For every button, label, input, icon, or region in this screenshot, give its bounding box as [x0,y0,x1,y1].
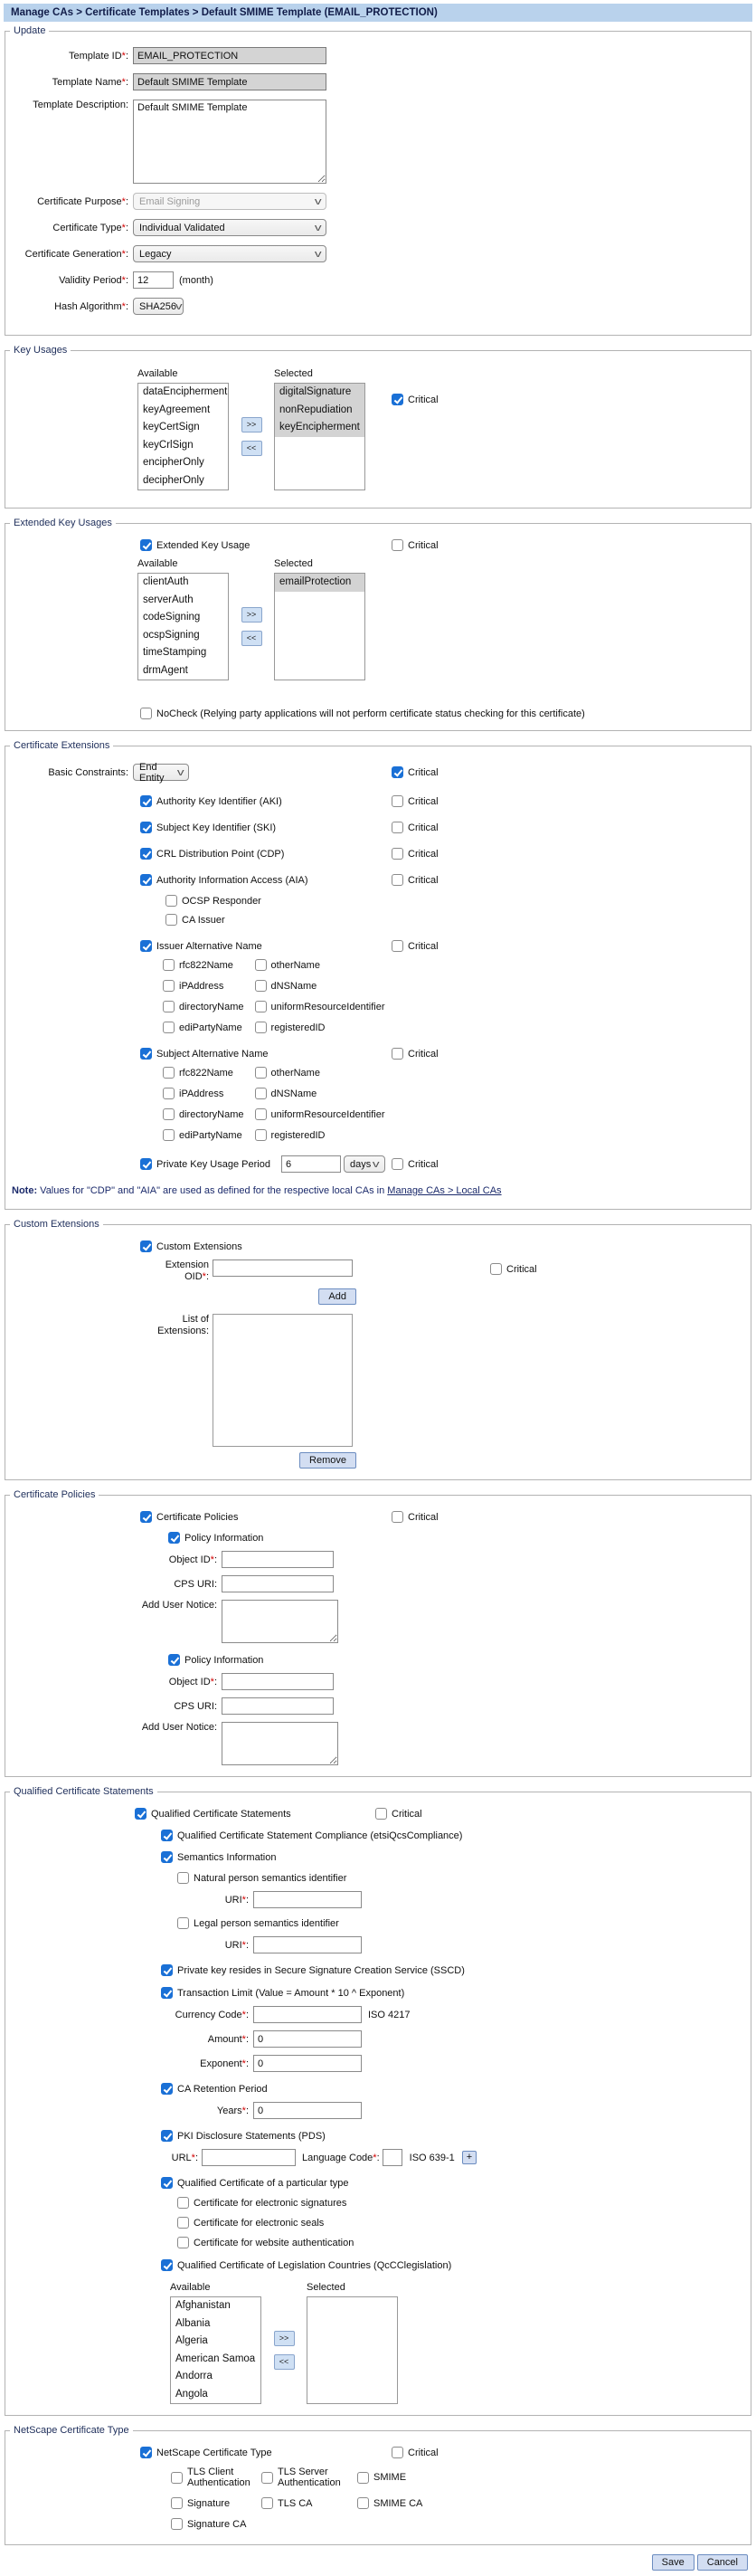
netscape-option-checkbox[interactable] [357,2472,369,2484]
cancel-button[interactable]: Cancel [697,2554,748,2571]
alt-name-checkbox[interactable] [255,1129,267,1141]
critical-label: Critical [408,394,439,405]
netscape-checkbox[interactable] [140,2447,152,2458]
alt-name-checkbox[interactable] [163,959,175,971]
netscape-options [171,2467,751,2530]
critical-label: Critical [506,1263,537,1275]
list-option[interactable]: timeStamping [143,647,207,658]
list-option[interactable]: Andorra [175,2371,213,2381]
alt-name-label: iPAddress [179,980,224,992]
alt-name-checkbox[interactable] [255,1088,267,1099]
certificate-policies-section [5,1489,751,1777]
cps-uri-label: CPS URI: [174,1578,217,1590]
legislation-countries-label: Qualified Certificate of Legislation Countries (QcCClegislation) [177,2259,452,2271]
extended-key-usages-available-list[interactable] [137,573,229,680]
netscape-option-checkbox[interactable] [171,2497,183,2509]
add-user-notice-textarea[interactable] [222,1722,338,1765]
custom-extensions-critical-checkbox[interactable] [490,1263,502,1275]
list-of-extensions-label: List of Extensions: [157,1314,209,1336]
ski-label: Subject Key Identifier (SKI) [156,822,277,833]
aki-label: Authority Key Identifier (AKI) [156,795,282,807]
years-label: Years*: [216,2105,249,2116]
ca-retention-period-checkbox[interactable] [161,2083,173,2095]
move-left-button[interactable]: << [241,631,262,646]
critical-label: Critical [408,848,439,860]
move-right-button[interactable]: >> [274,2331,295,2346]
particular-type-option-checkbox[interactable] [177,2237,189,2248]
netscape-option-label: TLS Client Authentication [187,2467,250,2488]
particular-type-option-label: Certificate for electronic seals [194,2217,325,2229]
aia-checkbox[interactable] [140,874,152,886]
alt-name-label: iPAddress [179,1088,224,1099]
alt-name-label: uniformResourceIdentifier [270,1108,385,1120]
natural-person-checkbox[interactable] [177,1872,189,1884]
update-legend: Update [14,25,46,36]
critical-label: Critical [392,1808,422,1820]
legal-person-label: Legal person semantics identifier [194,1917,339,1929]
pds-checkbox[interactable] [161,2130,173,2142]
alt-name-label: ediPartyName [179,1129,242,1141]
alt-name-checkbox[interactable] [255,1067,267,1079]
pds-url-label: URL*: [171,2152,198,2163]
list-option[interactable]: codeSigning [143,612,201,623]
critical-label: Critical [408,940,439,952]
iso-4217-label: ISO 4217 [368,2009,411,2020]
particular-type-option-checkbox[interactable] [177,2197,189,2209]
alt-name-label: registeredID [270,1129,326,1141]
hash-algorithm-label: Hash Algorithm*: [54,300,128,312]
alt-name-label: otherName [270,959,320,971]
list-option[interactable]: encipherOnly [143,457,204,468]
list-option[interactable]: keyCrlSign [143,439,194,451]
alt-name-checkbox[interactable] [163,1001,175,1012]
ocsp-responder-checkbox[interactable] [165,895,177,907]
list-option[interactable]: Afghanistan [175,2300,231,2311]
netscape-option-label: Signature CA [187,2518,247,2530]
particular-type-checkbox[interactable] [161,2177,173,2189]
critical-label: Critical [408,2447,439,2458]
template-id-label: Template ID*: [68,50,128,62]
alt-name-label: dNSName [270,980,317,992]
list-option[interactable]: serverAuth [143,594,194,605]
chevron-down-icon: v [175,300,183,312]
subject-alt-name-label: Subject Alternative Name [156,1048,269,1060]
extensions-listbox[interactable] [213,1314,353,1447]
list-option[interactable]: ocspSigning [143,629,200,641]
issuer-alt-name-label: Issuer Alternative Name [156,940,262,952]
particular-type-option-checkbox[interactable] [177,2217,189,2229]
netscape-option-label: TLS CA [278,2497,313,2509]
available-header: Available [137,558,178,569]
template-name-input[interactable] [133,73,326,90]
certificate-policies-critical-checkbox[interactable] [392,1511,403,1523]
nocheck-checkbox[interactable] [140,708,152,719]
validity-period-label: Validity Period*: [59,274,128,286]
ocsp-responder-label: OCSP Responder [182,895,261,907]
netscape-label: NetScape Certificate Type [156,2447,272,2458]
netscape-option-checkbox[interactable] [171,2518,183,2530]
list-option[interactable]: decipherOnly [143,474,204,486]
nocheck-label: NoCheck (Relying party applications will not perform certificate status checking for this certificate) [156,708,585,719]
certificate-purpose-select[interactable]: Email Signing v [133,193,326,210]
legal-person-checkbox[interactable] [177,1917,189,1929]
uri-label: URI*: [224,1939,249,1951]
breadcrumb: Manage CAs > Certificate Templates > Default SMIME Template (EMAIL_PROTECTION) [4,4,752,22]
custom-extensions-checkbox[interactable] [140,1240,152,1252]
alt-name-checkbox[interactable] [163,1129,175,1141]
policy-information-label: Policy Information [184,1654,264,1666]
template-description-textarea[interactable] [133,100,326,184]
ca-issuer-checkbox[interactable] [165,914,177,926]
critical-label: Critical [408,1048,439,1060]
private-key-usage-period-label: Private Key Usage Period [156,1158,270,1170]
template-description-label: Template Description: [33,100,128,110]
extended-key-usage-checkbox[interactable] [140,539,152,551]
available-header: Available [137,368,178,379]
certificate-extensions-legend: Certificate Extensions [14,740,110,751]
alt-name-checkbox[interactable] [255,1022,267,1033]
alt-name-checkbox[interactable] [163,1088,175,1099]
transaction-limit-checkbox[interactable] [161,1987,173,1999]
sscd-checkbox[interactable] [161,1964,173,1976]
cps-uri-input[interactable] [222,1575,334,1592]
list-option[interactable]: keyCertSign [143,422,200,433]
netscape-option-label: TLS Server Authentication [278,2467,341,2488]
cdp-aia-note: Note: Values for "CDP" and "AIA" are used as defined for the respective local CAs in Manage CAs > Local CAs [12,1185,502,1196]
selected-header: Selected [274,368,313,379]
critical-label: Critical [408,766,439,778]
alt-name-checkbox[interactable] [163,1067,175,1079]
netscape-critical-checkbox[interactable] [392,2447,403,2458]
certificate-extensions-section [5,740,751,1210]
list-option[interactable]: Angola [175,2388,208,2400]
transaction-limit-label: Transaction Limit (Value = Amount * 10 ^ Exponent) [177,1987,405,1999]
netscape-option-label: SMIME CA [373,2497,423,2509]
chevron-down-icon: v [314,248,322,260]
critical-label: Critical [408,539,439,551]
certificate-generation-select[interactable]: Legacy v [133,245,326,262]
issuer-alt-name-checkbox[interactable] [140,940,152,952]
cps-uri-label: CPS URI: [174,1700,217,1712]
template-id-input[interactable] [133,47,326,64]
alt-name-label: rfc822Name [179,959,233,971]
netscape-option-checkbox[interactable] [357,2497,369,2509]
critical-label: Critical [408,1511,439,1523]
certificate-policies-label: Certificate Policies [156,1511,239,1523]
language-code-input[interactable] [383,2149,402,2166]
legislation-selected-list[interactable] [307,2296,398,2404]
natural-person-label: Natural person semantics identifier [194,1872,347,1884]
qualified-statements-section [5,1786,751,2416]
key-usages-section [5,345,751,509]
alt-name-checkbox[interactable] [163,1022,175,1033]
custom-extensions-label: Custom Extensions [156,1240,242,1252]
extended-key-usage-label: Extended Key Usage [156,539,250,551]
list-option[interactable]: emailProtection [275,574,364,592]
sscd-label: Private key resides in Secure Signature Creation Service (SSCD) [177,1964,465,1976]
aki-checkbox[interactable] [140,795,152,807]
cdp-checkbox[interactable] [140,848,152,860]
local-cas-link[interactable]: Manage CAs > Local CAs [387,1185,502,1196]
semantics-information-label: Semantics Information [177,1851,277,1863]
certificate-template-page [0,4,756,2571]
template-name-label: Template Name*: [52,76,128,88]
alt-name-checkbox[interactable] [163,980,175,992]
private-key-usage-period-unit-select[interactable]: days v [344,1155,385,1173]
particular-type-label: Qualified Certificate of a particular type [177,2177,349,2189]
list-option[interactable]: Algeria [175,2335,208,2346]
custom-extensions-section [5,1219,751,1480]
legislation-available-list[interactable] [170,2296,261,2404]
key-usages-legend: Key Usages [14,345,68,356]
list-option[interactable]: nonRepudiation [275,402,364,420]
alt-name-label: uniformResourceIdentifier [270,1001,385,1012]
chevron-down-icon: v [176,766,184,778]
currency-code-label: Currency Code*: [175,2009,249,2020]
extension-oid-label: Extension OID*: [165,1259,209,1282]
extended-key-usages-critical-checkbox[interactable] [392,539,403,551]
netscape-option-label: Signature [187,2497,231,2509]
list-option[interactable]: clientAuth [143,576,189,587]
alt-name-checkbox[interactable] [255,959,267,971]
subject-alt-name-critical-checkbox[interactable] [392,1048,403,1060]
exponent-input[interactable] [253,2055,362,2072]
certificate-purpose-label: Certificate Purpose*: [37,195,128,207]
particular-type-option-label: Certificate for website authentication [194,2237,354,2248]
particular-type-option-label: Certificate for electronic signatures [194,2197,347,2209]
object-id-input[interactable] [222,1673,334,1690]
alt-name-checkbox[interactable] [255,1108,267,1120]
add-user-notice-label: Add User Notice: [141,1600,217,1611]
key-usages-available-list[interactable] [137,383,229,490]
qualified-statements-label: Qualified Certificate Statements [151,1808,291,1820]
cps-uri-input[interactable] [222,1697,334,1715]
update-section [5,25,751,336]
save-button[interactable]: Save [652,2554,695,2571]
alt-name-label: registeredID [270,1022,326,1033]
netscape-section [5,2425,751,2545]
object-id-label: Object ID*: [168,1554,217,1565]
selected-header: Selected [307,2282,345,2293]
critical-label: Critical [408,874,439,886]
etsi-qcs-compliance-checkbox[interactable] [161,1830,173,1841]
custom-extensions-legend: Custom Extensions [14,1219,99,1230]
pds-url-input[interactable] [202,2149,296,2166]
move-right-button[interactable]: >> [241,607,262,623]
qualified-statements-checkbox[interactable] [135,1808,146,1820]
etsi-qcs-compliance-label: Qualified Certificate Statement Compliance (etsiQcsCompliance) [177,1830,463,1841]
policy-information-checkbox[interactable] [168,1532,180,1544]
alt-name-label: dNSName [270,1088,317,1099]
issuer-alt-name-options [163,959,751,1033]
list-option[interactable]: American Samoa [175,2353,256,2364]
aki-critical-checkbox[interactable] [392,795,403,807]
list-option[interactable]: keyEncipherment [275,419,364,437]
basic-constraints-label: Basic Constraints: [48,766,128,778]
particular-type-options [177,2197,751,2248]
critical-label: Critical [408,822,439,833]
pds-add-button[interactable]: + [462,2151,477,2164]
alt-name-label: ediPartyName [179,1022,242,1033]
ca-issuer-label: CA Issuer [182,914,225,926]
certificate-policies-legend: Certificate Policies [14,1489,96,1500]
add-user-notice-textarea[interactable] [222,1600,338,1643]
key-usages-critical-checkbox[interactable] [392,394,403,405]
iso-639-1-label: ISO 639-1 [409,2152,455,2163]
alt-name-label: otherName [270,1067,320,1079]
alt-name-checkbox[interactable] [255,1001,267,1012]
add-extension-button[interactable]: Add [318,1288,356,1305]
issuer-alt-name-critical-checkbox[interactable] [392,940,403,952]
alt-name-label: directoryName [179,1108,244,1120]
policy-information-checkbox[interactable] [168,1654,180,1666]
key-usages-selected-list[interactable] [274,383,365,490]
pds-label: PKI Disclosure Statements (PDS) [177,2130,326,2142]
move-left-button[interactable]: << [274,2354,295,2370]
list-option[interactable]: drmAgent [143,664,188,676]
object-id-label: Object ID*: [168,1676,217,1687]
remove-extension-button[interactable]: Remove [299,1452,356,1469]
critical-label: Critical [408,1158,439,1170]
ski-checkbox[interactable] [140,822,152,833]
subject-alt-name-options [163,1067,751,1141]
certificate-policies-checkbox[interactable] [140,1511,152,1523]
list-option[interactable]: keyAgreement [143,404,211,415]
netscape-option-label: SMIME [373,2472,407,2483]
subject-alt-name-checkbox[interactable] [140,1048,152,1060]
years-input[interactable] [253,2102,362,2119]
object-id-input[interactable] [222,1551,334,1568]
semantics-information-checkbox[interactable] [161,1851,173,1863]
aia-critical-checkbox[interactable] [392,874,403,886]
extended-key-usages-selected-list[interactable] [274,573,365,680]
certificate-type-select[interactable]: Individual Validated v [133,219,326,236]
amount-label: Amount*: [207,2033,249,2045]
list-option[interactable]: digitalSignature [275,384,364,402]
add-user-notice-label: Add User Notice: [141,1722,217,1733]
move-right-button[interactable]: >> [241,417,262,433]
certificate-type-label: Certificate Type*: [52,222,128,233]
natural-person-uri-input[interactable] [253,1891,362,1908]
selected-header: Selected [274,558,313,569]
private-key-usage-period-input[interactable] [281,1155,341,1173]
netscape-option-checkbox[interactable] [171,2472,183,2484]
legal-person-uri-input[interactable] [253,1936,362,1953]
move-left-button[interactable]: << [241,441,262,456]
private-key-usage-period-critical-checkbox[interactable] [392,1158,403,1170]
uri-label: URI*: [224,1894,249,1906]
chevron-down-icon: v [373,1158,381,1170]
netscape-option-checkbox[interactable] [261,2497,273,2509]
hash-algorithm-select[interactable]: SHA256 v [133,298,184,315]
list-option[interactable]: dataEncipherment [143,386,228,397]
extended-key-usages-section [5,518,751,731]
netscape-legend: NetScape Certificate Type [14,2425,129,2436]
available-header: Available [170,2282,211,2293]
language-code-label: Language Code*: [302,2152,380,2163]
alt-name-checkbox[interactable] [163,1108,175,1120]
validity-period-input[interactable] [133,271,174,289]
aia-label: Authority Information Access (AIA) [156,874,308,886]
list-option[interactable]: Albania [175,2317,211,2329]
alt-name-label: directoryName [179,1001,244,1012]
extended-key-usages-legend: Extended Key Usages [14,518,112,528]
legislation-countries-checkbox[interactable] [161,2259,173,2271]
basic-constraints-select[interactable]: End Entity v [133,764,189,781]
certificate-generation-label: Certificate Generation*: [24,248,128,260]
amount-input[interactable] [253,2030,362,2048]
cdp-critical-checkbox[interactable] [392,848,403,860]
netscape-option-checkbox[interactable] [261,2472,273,2484]
exponent-label: Exponent*: [200,2058,249,2069]
validity-period-unit: (month) [179,274,213,286]
alt-name-label: rfc822Name [179,1067,233,1079]
ski-critical-checkbox[interactable] [392,822,403,833]
private-key-usage-period-checkbox[interactable] [140,1158,152,1170]
currency-code-input[interactable] [253,2006,362,2023]
chevron-down-icon: v [314,222,322,233]
qualified-statements-legend: Qualified Certificate Statements [14,1786,154,1797]
extension-oid-input[interactable] [213,1259,353,1277]
basic-constraints-critical-checkbox[interactable] [392,766,403,778]
chevron-down-icon: v [314,195,322,207]
critical-label: Critical [408,795,439,807]
qualified-critical-checkbox[interactable] [375,1808,387,1820]
ca-retention-period-label: CA Retention Period [177,2083,268,2095]
cdp-label: CRL Distribution Point (CDP) [156,848,285,860]
alt-name-checkbox[interactable] [255,980,267,992]
policy-information-label: Policy Information [184,1532,264,1544]
